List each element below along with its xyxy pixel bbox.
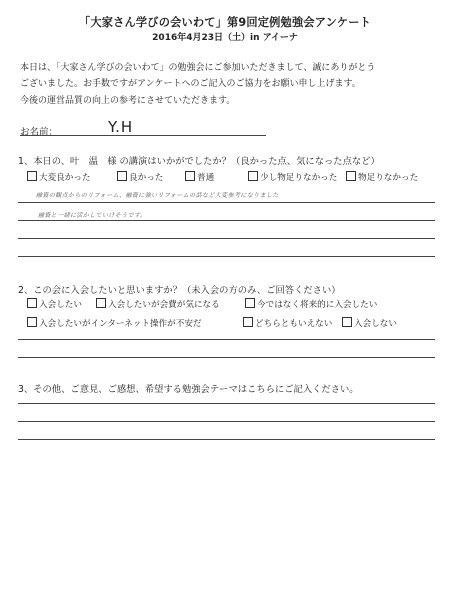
option-label: どちらともいえない — [255, 319, 333, 329]
option-label: 入会したい — [39, 300, 82, 310]
survey-date: 2016年4月23日（土）in アイーナ — [152, 33, 298, 43]
q1-option-slightly-lacking[interactable] — [248, 171, 337, 183]
answer-line — [18, 202, 435, 203]
option-label: 少し物足りなかった — [260, 173, 338, 183]
answer-line — [18, 421, 435, 422]
checkbox[interactable] — [27, 317, 37, 327]
option-label: 入会したいが会費が気になる — [108, 300, 220, 310]
checkbox[interactable] — [117, 171, 127, 181]
q2-option-not-join[interactable] — [342, 317, 397, 329]
q1-option-very-good[interactable] — [27, 171, 91, 183]
q2-option-join-later[interactable] — [245, 298, 377, 310]
intro-line-2: ございました。お手数ですがアンケートへのご記入のご協力をお願い申し上げます。 — [20, 79, 361, 89]
answer-line — [18, 439, 435, 440]
checkbox[interactable] — [27, 171, 37, 181]
q2-option-join-fee-concern[interactable] — [96, 298, 220, 310]
answer-line — [18, 339, 435, 340]
answer-line — [18, 403, 435, 404]
survey-title: 「大家さん学びの会いわて」第9回定例勉強会アンケート — [78, 16, 371, 29]
name-label: お名前： — [20, 127, 59, 138]
q1-option-lacking[interactable] — [346, 171, 418, 183]
answer-line — [18, 256, 435, 257]
option-label: 入会しない — [354, 319, 397, 329]
q1-option-good[interactable] — [117, 171, 163, 183]
option-label: 今ではなく将来的に入会したい — [257, 300, 378, 310]
answer-line — [18, 357, 435, 358]
checkbox[interactable] — [248, 171, 258, 181]
q1-handwritten-line-2: 融資と一緒に活かしていけそうです。 — [38, 212, 147, 219]
question-1: 1、本日の、叶 温 様 の講演はいかがでしたか？（良かった点、気になった点など） — [18, 156, 380, 167]
checkbox[interactable] — [27, 298, 37, 308]
name-value: Y.H — [108, 118, 134, 136]
option-label: 入会したいがインターネット操作が不安だ — [39, 319, 202, 329]
name-underline — [20, 135, 266, 136]
q1-handwritten-line-1: 融資の観点からのリフォーム、融資に強いリフォームの話など大変参考になりました — [36, 192, 279, 199]
q2-option-internet-concern[interactable] — [27, 317, 202, 329]
question-3: 3、その他、ご意見、ご感想、希望する勉強会テーマはこちらにご記入ください。 — [18, 384, 359, 395]
option-label: 良かった — [129, 173, 164, 183]
checkbox[interactable] — [245, 298, 255, 308]
checkbox[interactable] — [342, 317, 352, 327]
checkbox[interactable] — [96, 298, 106, 308]
q2-option-undecided[interactable] — [243, 317, 332, 329]
option-label: 大変良かった — [39, 173, 91, 183]
option-label: 普通 — [197, 173, 215, 183]
answer-line — [18, 238, 435, 239]
option-label: 物足りなかった — [358, 173, 419, 183]
checkbox[interactable] — [346, 171, 356, 181]
checkbox[interactable] — [243, 317, 253, 327]
answer-line — [18, 220, 435, 221]
intro-line-1: 本日は、「大家さん学びの会いわて」の勉強会にご参加いただきまして、誠にありがとう — [20, 63, 376, 73]
checkbox[interactable] — [185, 171, 195, 181]
q1-option-normal[interactable] — [185, 171, 214, 183]
question-2: 2、この会に入会したいと思いますか？（未入会の方のみ、ご回答ください） — [18, 285, 341, 296]
intro-line-3: 今後の運営品質の向上の参考にさせていただきます。 — [20, 96, 236, 106]
q2-option-join[interactable] — [27, 298, 82, 310]
